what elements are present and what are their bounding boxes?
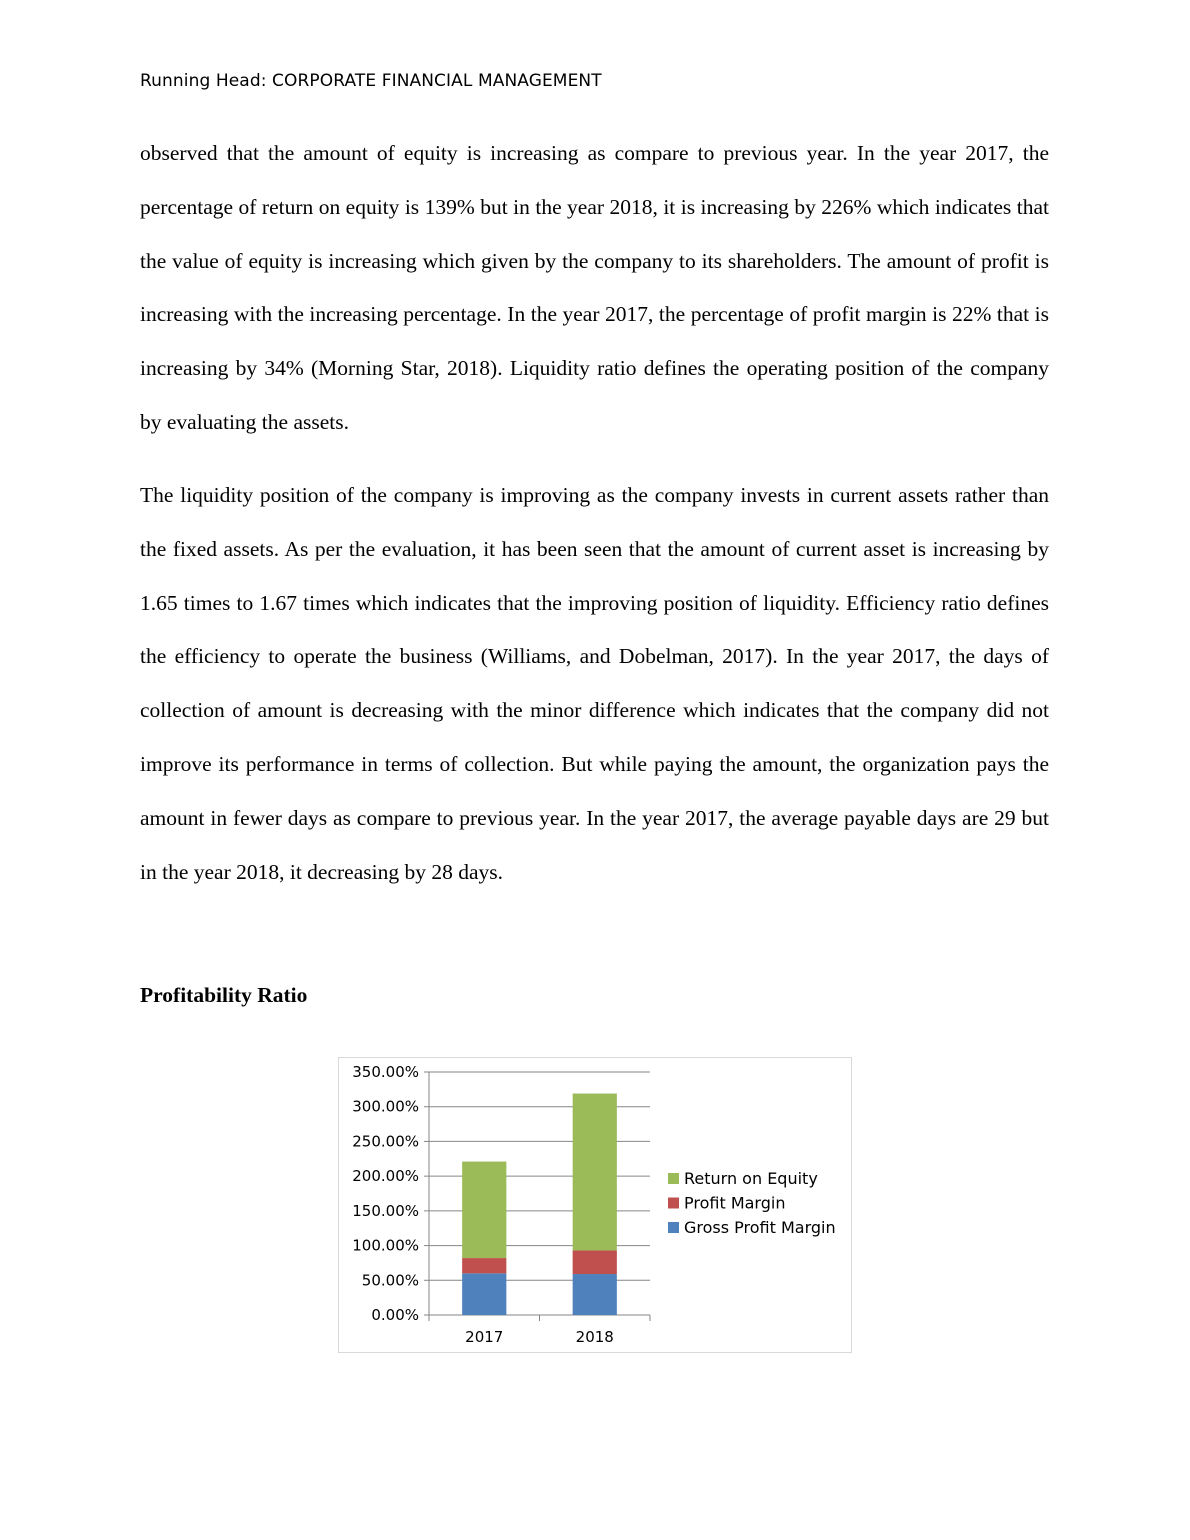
- profitability-chart: [338, 1057, 852, 1353]
- y-tick-label: 200.00%: [352, 1167, 419, 1186]
- y-tick-label: 50.00%: [361, 1271, 419, 1290]
- bar-segment-gross-profit-margin: [573, 1274, 617, 1315]
- y-tick-label: 250.00%: [352, 1132, 419, 1151]
- bar-segment-profit-margin: [573, 1250, 617, 1274]
- x-tick-label: 2018: [575, 1328, 614, 1346]
- y-tick-label: 300.00%: [352, 1097, 419, 1116]
- y-tick-label: 150.00%: [352, 1201, 419, 1220]
- legend-label: Profit Margin: [684, 1193, 786, 1213]
- y-tick-label: 0.00%: [371, 1306, 419, 1324]
- body-paragraph-1: observed that the amount of equity is increasing as compare to previous year. In the year 2017, the percentage of return on equity is 139% but in the year 2018, it is increasing by 226% which indicates that the value of equity is increasing which given by the company to its shareholders. The amount of profit is increasing with the increasing percentage. In the year 2017, the percentage of profit margin is 22% that is increasing by 34% (Morning Star, 2018). Liquidity ratio defines the operating position of the company by evaluating the assets.: [140, 141, 1049, 434]
- legend-swatch: [668, 1173, 679, 1184]
- x-tick-label: 2017: [465, 1328, 504, 1346]
- running-head: Running Head: CORPORATE FINANCIAL MANAGEMENT: [140, 71, 602, 91]
- chart-canvas: [339, 1058, 851, 1352]
- body-paragraph-2: The liquidity position of the company is improving as the company invests in current assets rather than the fixed assets. As per the evaluation, it has been seen that the amount of current asset is increasing by 1.65 times to 1.67 times which indicates that the improving position of liquidity. Efficiency ratio defines the efficiency to operate the business (Williams, and Dobelman, 2017). In the year 2017, the days of collection of amount is decreasing with the minor difference which indicates that the company did not improve its performance in terms of collection. But while paying the amount, the organization pays the amount in fewer days as compare to previous year. In the year 2017, the average payable days are 29 but in the year 2018, it decreasing by 28 days.: [140, 483, 1049, 884]
- bar-segment-return-on-equity: [462, 1162, 506, 1259]
- bar-segment-return-on-equity: [573, 1094, 617, 1251]
- section-heading: Profitability Ratio: [140, 983, 308, 1007]
- bar-segment-profit-margin: [462, 1258, 506, 1273]
- bar-segment-gross-profit-margin: [462, 1273, 506, 1315]
- legend-swatch: [668, 1222, 679, 1233]
- legend-swatch: [668, 1198, 679, 1209]
- legend-label: Return on Equity: [684, 1169, 818, 1188]
- y-tick-label: 100.00%: [352, 1236, 419, 1255]
- y-tick-label: 350.00%: [352, 1063, 419, 1081]
- legend-label: Gross Profit Margin: [684, 1218, 836, 1237]
